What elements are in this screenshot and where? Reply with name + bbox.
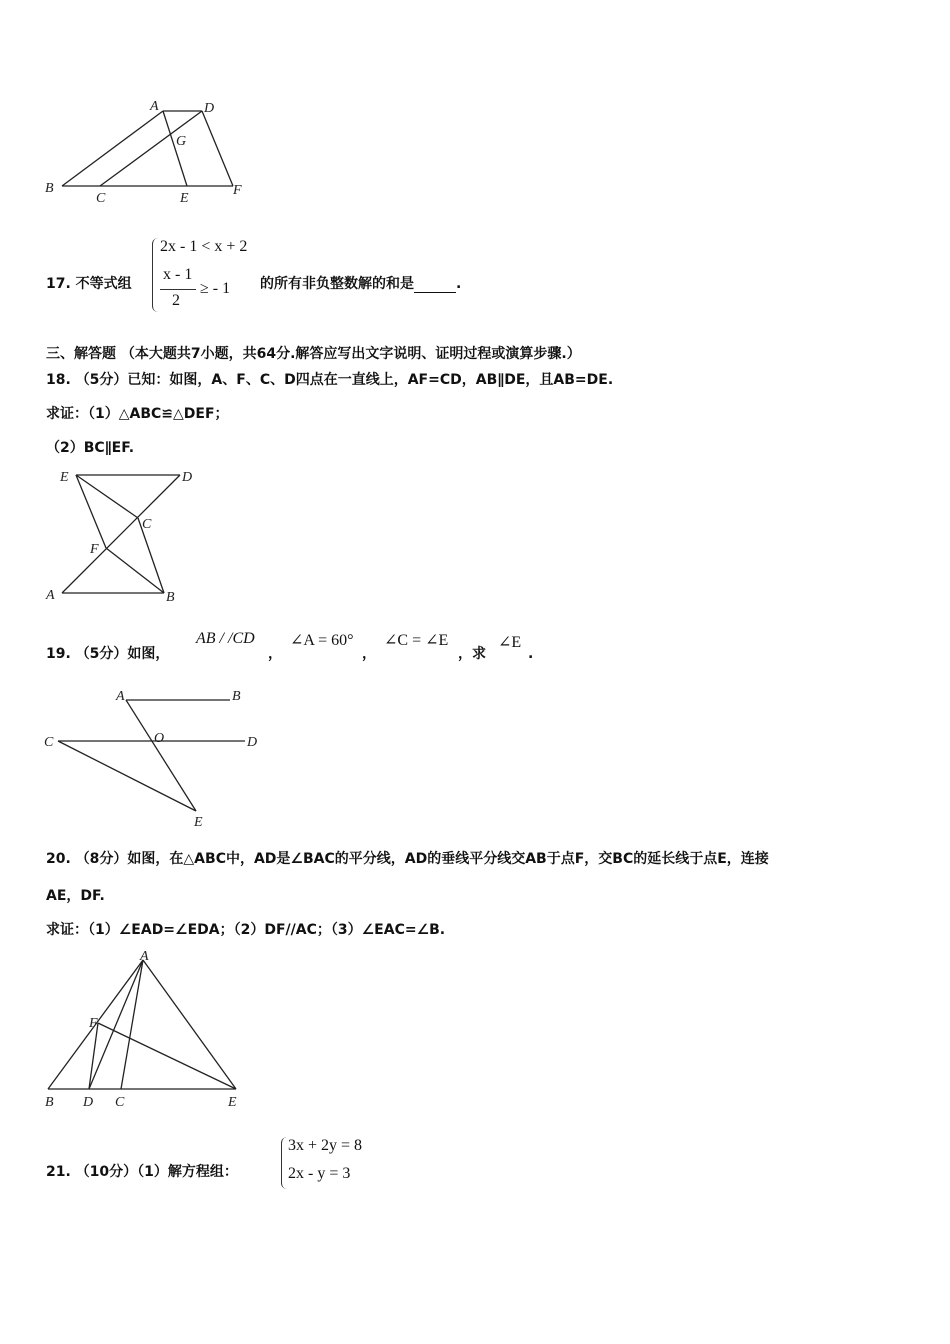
q18-proof-2: （2）BC∥EF. <box>46 440 135 456</box>
segment <box>62 111 163 186</box>
q17-line1: 2x - 1 < x + 2 <box>160 238 248 255</box>
q20-stem-line-1: 20. （8分）如图，在△ABC中，AD是∠BAC的平分线，AD的垂线平分线交AB于点F，交BC的延长线于点E，连接 <box>46 851 769 867</box>
label-f: F <box>89 1016 98 1031</box>
q17-prefix: 17. 不等式组 <box>46 276 132 292</box>
label-a: A <box>46 588 55 603</box>
label-f: F <box>233 183 242 198</box>
q17-frac-bar <box>160 289 196 290</box>
label-c: C <box>115 1095 125 1110</box>
label-d: D <box>83 1095 94 1110</box>
q17-end: . <box>456 276 462 292</box>
q17-suffix <box>260 275 461 293</box>
section-heading: 三、解答题 （本大题共7小题，共64分.解答应写出文字说明、证明过程或演算步骤.） <box>46 346 581 362</box>
q19-target: ∠E <box>498 634 522 651</box>
figure-q18 <box>40 462 210 607</box>
label-b: B <box>45 1095 54 1110</box>
label-b: B <box>166 590 175 605</box>
label-d: D <box>182 470 193 485</box>
segment <box>126 700 196 811</box>
q21-eq-1: 3x + 2y = 8 <box>288 1137 363 1154</box>
q17-frac-denominator: 2 <box>172 292 180 309</box>
segment <box>62 475 180 593</box>
q18-stem: 18. （5分）已知：如图，A、F、C、D四点在一直线上，AF=CD，AB∥DE，且AB=DE. <box>46 372 614 388</box>
segment <box>202 111 233 186</box>
q21-prefix: 21. （10分）（1）解方程组： <box>46 1164 238 1180</box>
q19-cond-angle-ce: ∠C = ∠E <box>384 632 449 649</box>
q21-eq-2: 2x - y = 3 <box>288 1165 351 1182</box>
label-e: E <box>60 470 69 485</box>
label-f: F <box>90 542 99 557</box>
q20-proof: 求证：（1）∠EAD=∠EDA；（2）DF//AC；（3）∠EAC=∠B. <box>46 922 446 938</box>
label-a: A <box>140 949 149 964</box>
q19-sep-2: ， <box>362 646 376 662</box>
q19-cond-parallel: AB / /CD <box>196 630 255 647</box>
label-d: D <box>247 735 258 750</box>
label-c: C <box>44 735 54 750</box>
q17-frac-numerator: x - 1 <box>163 266 193 283</box>
label-c: C <box>142 517 152 532</box>
q19-end: . <box>528 646 534 662</box>
figure-q20 <box>40 945 260 1115</box>
label-e: E <box>180 191 189 206</box>
label-a: A <box>150 99 159 114</box>
q20-stem-line-2: AE，DF. <box>46 888 105 904</box>
segment <box>100 111 202 186</box>
q19-prefix: 19. （5分）如图， <box>46 646 170 662</box>
figure-q16 <box>40 95 260 210</box>
label-d: D <box>204 101 215 116</box>
q17-suffix-text: 的所有非负整数解的和是 <box>260 276 414 292</box>
q19-cond-angle-a: ∠A = 60° <box>290 632 354 649</box>
answer-blank[interactable] <box>414 278 456 293</box>
label-c: C <box>96 191 106 206</box>
segment <box>143 960 236 1089</box>
segment <box>98 1023 236 1089</box>
figure-q19 <box>40 683 280 833</box>
q19-ask: ，求 <box>458 646 486 662</box>
label-b: B <box>232 689 241 704</box>
label-g: G <box>176 134 187 149</box>
label-a: A <box>116 689 125 704</box>
label-o: O <box>154 731 165 746</box>
q17-brace <box>152 238 159 312</box>
q18-proof-1: 求证：（1）△ABC≌△DEF； <box>46 406 229 422</box>
label-e: E <box>228 1095 237 1110</box>
label-b: B <box>45 181 54 196</box>
segment <box>106 548 164 593</box>
q19-sep-1: ， <box>268 646 282 662</box>
segment <box>121 960 143 1089</box>
q21-brace <box>281 1137 288 1189</box>
q17-relation: ≥ - 1 <box>200 280 231 297</box>
label-e: E <box>194 815 203 830</box>
segment <box>58 741 196 811</box>
